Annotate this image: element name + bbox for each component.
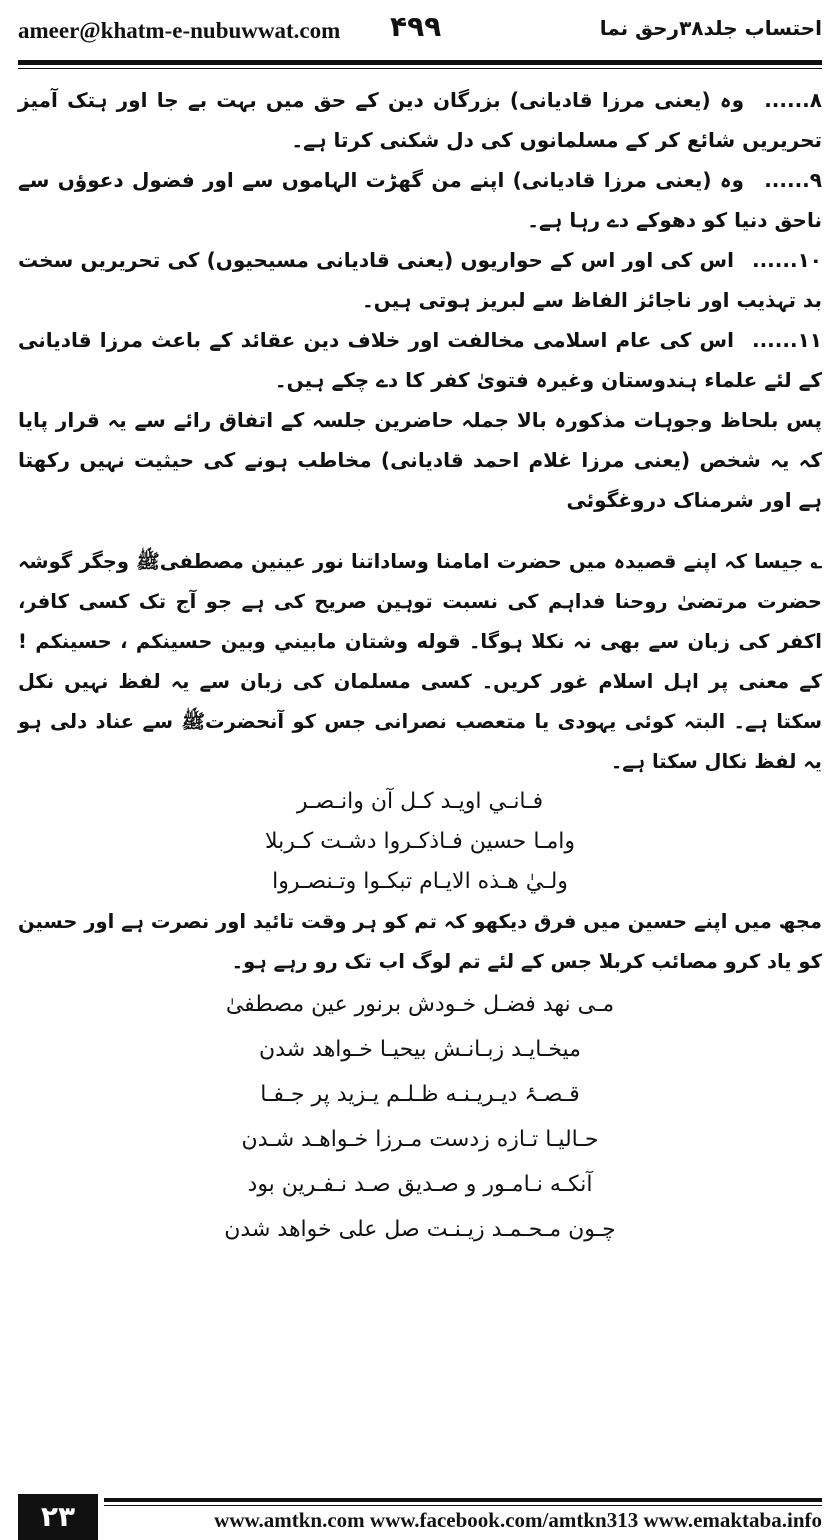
arabic-verse-2: وامـا حسين فـاذكـروا دشـت كـربلا	[264, 829, 576, 854]
persian-verse-4: حـالیـا تـازه زدست مـرزا خـواهـد شـدن	[241, 1127, 599, 1152]
list-item-9	[18, 160, 822, 240]
item-number: ۸......	[764, 88, 822, 112]
verse-translation: مجھ میں اپنے حسین میں فرق دیکھو کہ تم کو ہر وقت تائید اور نصرت ہے اور حسین کو یاد کرو مصائب کربلا جس کے لئے تم لوگ اب تک رو رہے ہو۔	[18, 910, 822, 973]
page-body	[18, 80, 822, 1252]
conclusion-paragraph: پس بلحاظ وجوہات مذکورہ بالا جملہ حاضرین جلسہ کے اتفاق رائے سے یہ قرار پایا کہ یہ شخص (یعنی مرزا غلام احمد قادیانی) مخاطب ہونے کی حیثیت نہیں رکھتا ہے اور شرمناک دروغگوئی	[18, 408, 822, 512]
list-item-11	[18, 320, 822, 400]
arabic-verse-1: فـانـي اويـد كـل آن وانـصـر	[296, 789, 544, 814]
item-text: وہ (یعنی مرزا قادیانی) اپنے من گھڑت الہاموں سے اور فضول دعوؤں سے ناحق دنیا کو دھوکے دے رہا ہے۔	[18, 168, 822, 232]
item-text: وہ (یعنی مرزا قادیانی) بزرگان دین کے حق میں بہت بے جا اور ہتک آمیز تحریریں شائع کر کے مسلمانوں کی دل شکنی کرتا ہے۔	[18, 88, 822, 152]
item-number: ۱۱......	[751, 328, 822, 352]
persian-verse-2: میخـایـد زبـانـش بیحیـا خـواهد شدن	[259, 1037, 581, 1062]
footer-links[interactable]: www.amtkn.com www.facebook.com/amtkn313 www.emaktaba.info	[214, 1508, 822, 1532]
page-footer	[18, 1494, 822, 1540]
footnote-text: ؎ جیسا کہ اپنے قصیدہ میں حضرت امامنا وساداتنا نور عینین مصطفیﷺ وجگر گوشہ حضرت مرتضیٰ روحنا فداہم کی نسبت توہین صریح کی ہے جو آج تک کسی کافر، اکفر کی زبان سے بھی نہ نکلا ہوگا۔ قوله وشتان مابيني وبين حسينكم ، حسينكم ! کے معنی پر اہل اسلام غور کریں۔ کسی مسلمان کی زبان سے یہ لفظ نہیں نکل سکتا ہے۔ البتہ کوئی یہودی یا متعصب نصرانی جس کو آنحضرتﷺ سے عناد دلی ہو یہ لفظ نکال سکتا ہے۔	[18, 550, 822, 773]
footer-rule	[104, 1498, 822, 1502]
arabic-verse-3: ولـيٰ هـذه الايـام تبكـوا وتـنصـروا	[272, 869, 568, 894]
persian-verse-6: چـون مـحـمـد زیـنـت صل علی خواهد شدن	[224, 1217, 616, 1242]
page-header	[18, 12, 822, 56]
footer-page-marker: ۲۳	[18, 1494, 98, 1540]
footer-rule-thin	[104, 1505, 822, 1506]
item-number: ۱۰......	[751, 248, 822, 272]
list-item-8	[18, 80, 822, 160]
header-rule	[18, 60, 822, 65]
persian-verse-5: آنکـه نـامـور و صـدیق صـد نـفـرین بود	[247, 1172, 593, 1197]
header-book-title: احتساب جلد۳۸رحق نما	[599, 16, 822, 40]
header-email: ameer@khatm-e-nubuwwat.com	[18, 18, 341, 43]
persian-verse-3: قـصـۂ دیـریـنـه ظـلـم یـزید پر جـفـا	[260, 1082, 580, 1107]
list-item-10	[18, 240, 822, 320]
header-rule-thin	[18, 68, 822, 69]
item-text: اس کی عام اسلامی مخالفت اور خلاف دین عقائد کے باعث مرزا قادیانی کے لئے علماء ہندوستان وغیرہ فتویٰ کفر کا دے چکے ہیں۔	[18, 328, 822, 392]
header-page-number: ۴۹۹	[390, 10, 442, 43]
persian-verse-1: مـی نهد فضـل خـودش برنور عین مصطفیٰ	[225, 992, 615, 1017]
item-text: اس کی اور اس کے حواریوں (یعنی قادیانی مسیحیوں) کی تحریریں سخت بد تہذیب اور ناجائز الفاظ سے لبریز ہوتی ہیں۔	[18, 248, 822, 312]
item-number: ۹......	[764, 168, 822, 192]
